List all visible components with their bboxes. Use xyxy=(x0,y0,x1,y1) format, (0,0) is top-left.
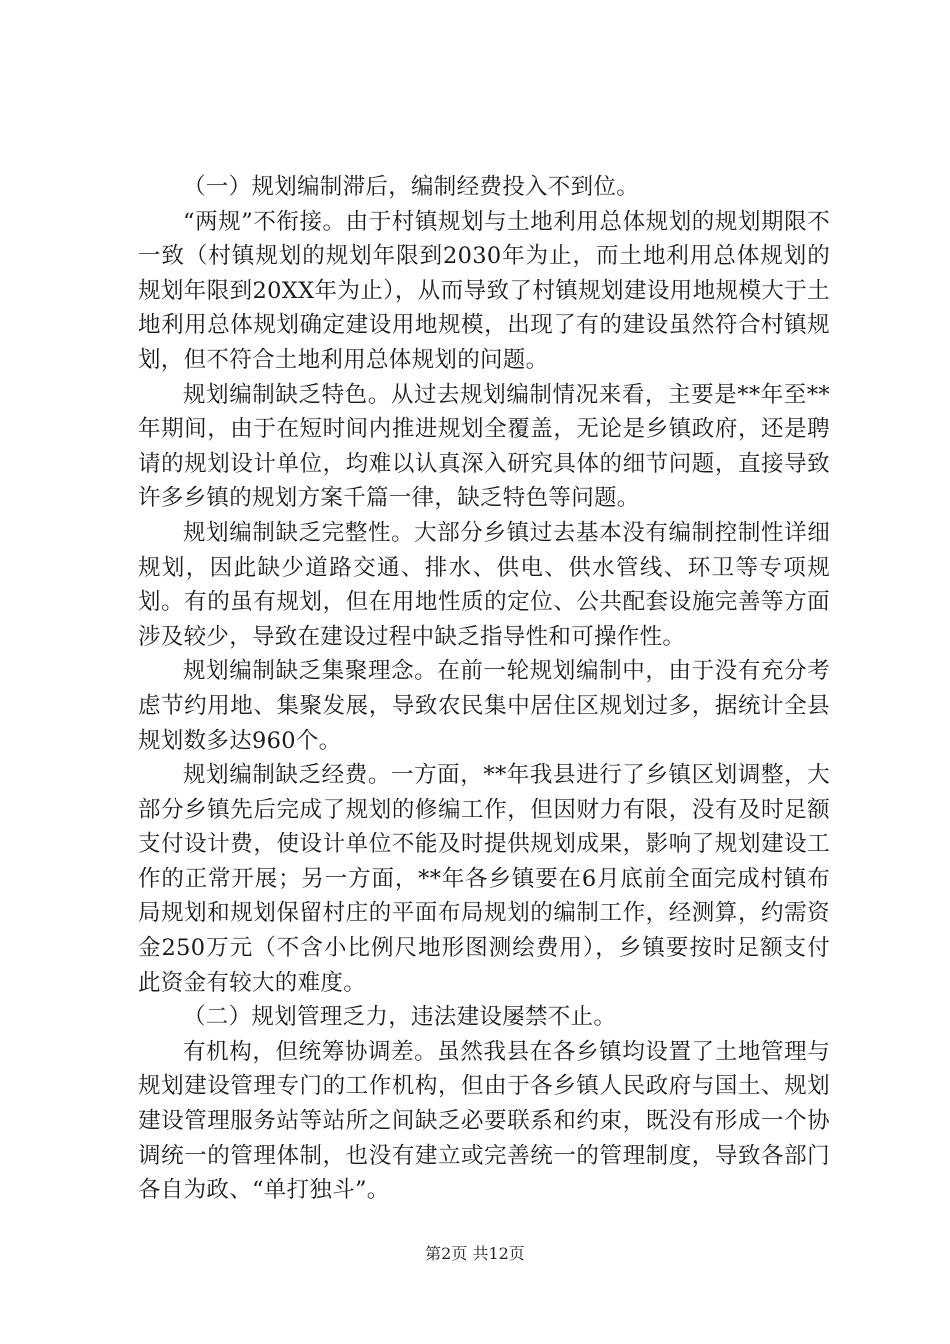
section-heading-1: （一）规划编制滞后，编制经费投入不到位。 xyxy=(183,174,640,200)
paragraph-two-plans: “两规”不衔接。由于村镇规划与土地利用总体规划的规划期限不一致（村镇规划的规划年限到2030年为止，而土地利用总体规划的规划年限到20XX年为止），从而导致了村镇规划建设用地规模大于土地利用总体规划确定建设用地规模，出现了有的建设虽然符合村镇规划，但不符合土地利用总体规划的问题。 xyxy=(138,208,830,373)
document-body xyxy=(138,170,830,1208)
paragraph-lack-features: 规划编制缺乏特色。从过去规划编制情况来看，主要是**年至**年期间，由于在短时间内推进规划全覆盖，无论是乡镇政府，还是聘请的规划设计单位，均难以认真深入研究具体的细节问题，直接导致许多乡镇的规划方案千篇一律，缺乏特色等问题。 xyxy=(138,381,830,512)
paragraph-lack-agglomeration: 规划编制缺乏集聚理念。在前一轮规划编制中，由于没有充分考虑节约用地、集聚发展，导致农民集中居住区规划过多，据统计全县规划数多达960个。 xyxy=(138,658,830,754)
section-heading-2: （二）规划管理乏力，违法建设屡禁不止。 xyxy=(183,1004,617,1031)
page-number-footer: 第2页 共12页 xyxy=(425,1244,525,1263)
paragraph-lack-completeness: 规划编制缺乏完整性。大部分乡镇过去基本没有编制控制性详细规划，因此缺少道路交通、排水、供电、供水管线、环卫等专项规划。有的虽有规划，但在用地性质的定位、公共配套设施完善等方面涉及较少，导致在建设过程中缺乏指导性和可操作性。 xyxy=(138,519,830,650)
paragraph-lack-funding: 规划编制缺乏经费。一方面，**年我县进行了乡镇区划调整，大部分乡镇先后完成了规划的修编工作，但因财力有限，没有及时足额支付设计费，使设计单位不能及时提供规划成果，影响了规划建设工作的正常开展；另一方面，**年各乡镇要在6月底前全面完成村镇布局规划和规划保留村庄的平面布局规划的编制工作，经测算，约需资金250万元（不含小比例尺地形图测绘费用），乡镇要按时足额支付此资金有较大的难度。 xyxy=(138,762,830,996)
paragraph-coordination: 有机构，但统筹协调差。虽然我县在各乡镇均设置了土地管理与规划建设管理专门的工作机构，但由于各乡镇人民政府与国土、规划建设管理服务站等站所之间缺乏必要联系和约束，既没有形成一个协调统一的管理体制，也没有建立或完善统一的管理制度，导致各部门各自为政、“单打独斗”。 xyxy=(138,1038,830,1204)
